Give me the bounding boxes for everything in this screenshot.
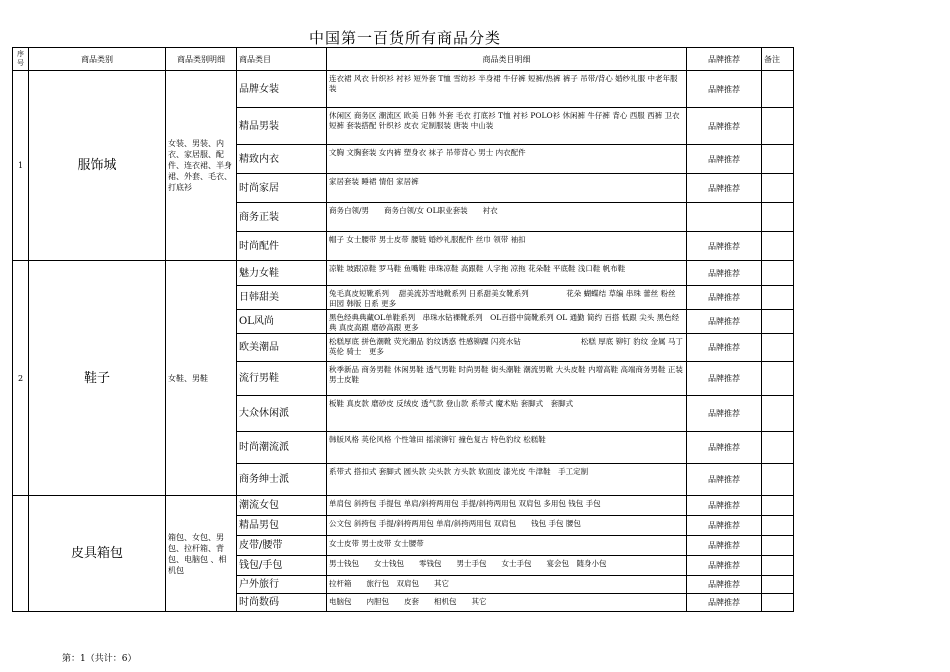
- note-cell: [762, 71, 794, 108]
- subcategory-name: 户外旅行: [237, 576, 327, 594]
- subcategory-name: 欧美潮品: [237, 334, 327, 362]
- note-cell: [762, 516, 794, 536]
- subcategory-name: 时尚配件: [237, 232, 327, 261]
- category-name: 皮具箱包: [29, 496, 166, 612]
- brand-recommend: 品牌推荐: [687, 496, 762, 516]
- subcategory-detail: 拉杆箱 旅行包 双肩包 其它: [327, 576, 687, 594]
- category-name: 服饰城: [29, 71, 166, 261]
- header-category-detail: 商品类别明细: [166, 48, 237, 71]
- category-detail: 女鞋、男鞋: [166, 261, 237, 496]
- category-detail: 女装、男装、内衣、家居服、配件、连衣裙、半身裙、外套、毛衣、打底衫: [166, 71, 237, 261]
- note-cell: [762, 362, 794, 396]
- subcategory-name: 流行男鞋: [237, 362, 327, 396]
- subcategory-name: 时尚潮流派: [237, 432, 327, 464]
- brand-recommend: 品牌推荐: [687, 310, 762, 334]
- row-number: 2: [13, 261, 29, 496]
- header-row: [13, 48, 794, 71]
- subcategory-detail: 兔毛真皮短靴系列 甜美流苏雪地靴系列 日系甜美女靴系列 花朵 蝴蝶结 草编 串珠 蕾丝 粉丝 田园 韩版 日系 更多: [327, 286, 687, 310]
- header-subcategory-detail: 商品类目明细: [327, 48, 687, 71]
- note-cell: [762, 576, 794, 594]
- note-cell: [762, 108, 794, 145]
- subcategory-detail: 公文包 斜挎包 手提/斜挎两用包 单肩/斜挎两用包 双肩包 钱包 手包 腰包: [327, 516, 687, 536]
- note-cell: [762, 396, 794, 432]
- subcategory-detail: 系带式 搭扣式 套脚式 圆头款 尖头款 方头款 软面皮 漆光皮 牛津鞋 手工定制: [327, 464, 687, 496]
- subcategory-detail: 商务白领/男 商务白领/女 OL职业套装 衬衣: [327, 203, 687, 232]
- brand-recommend: 品牌推荐: [687, 232, 762, 261]
- subcategory-name: 精品男包: [237, 516, 327, 536]
- subcategory-detail: 休闲区 商务区 潮流区 欧美 日韩 外套 毛衣 打底衫 T恤 衬衫 POLO衫 休闲裤 牛仔裤 背心 西服 西裤 卫衣 短裤 套装搭配 针织衫 皮衣 定制服装 唐装 中山装: [327, 108, 687, 145]
- subcategory-detail: 黑色经典典藏OL单鞋系列 串珠水钻裸靴系列 OL百搭中筒靴系列 OL 通勤 简约 百搭 低跟 尖头 黑色经典 真皮高跟 磨砂高跟 更多: [327, 310, 687, 334]
- note-cell: [762, 145, 794, 174]
- brand-recommend: 品牌推荐: [687, 432, 762, 464]
- note-cell: [762, 556, 794, 576]
- brand-recommend: 品牌推荐: [687, 334, 762, 362]
- page-footer: 第：1（共计：6）: [62, 654, 137, 664]
- note-cell: [762, 261, 794, 286]
- note-cell: [762, 286, 794, 310]
- header-no: 序号: [13, 48, 29, 71]
- note-cell: [762, 203, 794, 232]
- brand-recommend: 品牌推荐: [687, 145, 762, 174]
- subcategory-name: 精致内衣: [237, 145, 327, 174]
- brand-recommend: 品牌推荐: [687, 594, 762, 612]
- subcategory-detail: 单肩包 斜挎包 手提包 单肩/斜挎两用包 手提/斜挎两用包 双肩包 多用包 钱包 手包: [327, 496, 687, 516]
- subcategory-name: 日韩甜美: [237, 286, 327, 310]
- subcategory-detail: 男士钱包 女士钱包 零钱包 男士手包 女士手包 宴会包 随身小包: [327, 556, 687, 576]
- note-cell: [762, 334, 794, 362]
- header-brand: 品牌推荐: [687, 48, 762, 71]
- subcategory-name: 商务正装: [237, 203, 327, 232]
- brand-recommend: 品牌推荐: [687, 261, 762, 286]
- table-row: [13, 261, 794, 286]
- brand-recommend: 品牌推荐: [687, 174, 762, 203]
- brand-recommend: 品牌推荐: [687, 536, 762, 556]
- category-name: 鞋子: [29, 261, 166, 496]
- brand-recommend: 品牌推荐: [687, 396, 762, 432]
- brand-recommend: 品牌推荐: [687, 464, 762, 496]
- subcategory-name: 品牌女装: [237, 71, 327, 108]
- note-cell: [762, 594, 794, 612]
- brand-recommend: 品牌推荐: [687, 516, 762, 536]
- subcategory-detail: 帽子 女士腰带 男士皮带 腰链 婚纱礼服配件 丝巾 领带 袖扣: [327, 232, 687, 261]
- subcategory-name: 潮流女包: [237, 496, 327, 516]
- category-detail: 箱包、女包、男包、拉杆箱、背包、电脑包 、相机包: [166, 496, 237, 612]
- page-title: 中国第一百货所有商品分类: [308, 29, 501, 47]
- brand-recommend: 品牌推荐: [687, 108, 762, 145]
- note-cell: [762, 174, 794, 203]
- subcategory-detail: 韩版风格 英伦风格 个性雏田 摇滚铆钉 撞色复古 特色豹纹 松糕鞋: [327, 432, 687, 464]
- subcategory-detail: 电脑包 内胆包 皮套 相机包 其它: [327, 594, 687, 612]
- brand-recommend: 品牌推荐: [687, 362, 762, 396]
- subcategory-detail: 松糕厚底 拼色潮靴 荧光潮品 豹纹诱惑 性感铆踝 闪亮水钻 松糕 厚底 铆钉 豹纹 金属 马丁 英伦 骑士 更多: [327, 334, 687, 362]
- note-cell: [762, 232, 794, 261]
- note-cell: [762, 310, 794, 334]
- subcategory-detail: 文胸 文胸套装 女内裤 塑身衣 袜子 吊带背心 男士 内衣配件: [327, 145, 687, 174]
- table-row: [13, 71, 794, 108]
- subcategory-detail: 秋季新品 商务男鞋 休闲男鞋 透气男鞋 时尚男鞋 街头潮鞋 潮流男靴 大头皮鞋 内增高鞋 高端商务男鞋 正装男士皮鞋: [327, 362, 687, 396]
- header-category: 商品类别: [29, 48, 166, 71]
- note-cell: [762, 432, 794, 464]
- brand-recommend: 品牌推荐: [687, 556, 762, 576]
- brand-recommend: 品牌推荐: [687, 71, 762, 108]
- note-cell: [762, 496, 794, 516]
- note-cell: [762, 536, 794, 556]
- subcategory-detail: 女士皮带 男士皮带 女士腰带: [327, 536, 687, 556]
- category-table: [12, 47, 794, 612]
- row-number: [13, 496, 29, 612]
- note-cell: [762, 464, 794, 496]
- subcategory-name: 时尚数码: [237, 594, 327, 612]
- subcategory-detail: 凉鞋 坡跟凉鞋 罗马鞋 鱼嘴鞋 串珠凉鞋 高跟鞋 人字拖 凉拖 花朵鞋 平底鞋 浅口鞋 帆布鞋: [327, 261, 687, 286]
- table-row: [13, 496, 794, 516]
- subcategory-name: 钱包/手包: [237, 556, 327, 576]
- subcategory-name: 精品男装: [237, 108, 327, 145]
- subcategory-name: 时尚家居: [237, 174, 327, 203]
- header-subcategory: 商品类目: [237, 48, 327, 71]
- brand-recommend: 品牌推荐: [687, 576, 762, 594]
- subcategory-name: 大众休闲派: [237, 396, 327, 432]
- brand-recommend: [687, 203, 762, 232]
- brand-recommend: 品牌推荐: [687, 286, 762, 310]
- subcategory-name: OL风尚: [237, 310, 327, 334]
- row-number: 1: [13, 71, 29, 261]
- subcategory-detail: 连衣裙 风衣 针织衫 衬衫 短外套 T恤 雪纺衫 半身裙 牛仔裤 短裤/热裤 裤子 吊带/背心 婚纱礼服 中老年服装: [327, 71, 687, 108]
- subcategory-detail: 板鞋 真皮款 磨砂皮 反绒皮 透气款 登山款 系带式 魔术贴 套脚式 套脚式: [327, 396, 687, 432]
- subcategory-name: 魅力女鞋: [237, 261, 327, 286]
- subcategory-detail: 家居套装 睡裙 情侣 家居裤: [327, 174, 687, 203]
- subcategory-name: 皮带/腰带: [237, 536, 327, 556]
- header-note: 备注: [762, 48, 794, 71]
- subcategory-name: 商务绅士派: [237, 464, 327, 496]
